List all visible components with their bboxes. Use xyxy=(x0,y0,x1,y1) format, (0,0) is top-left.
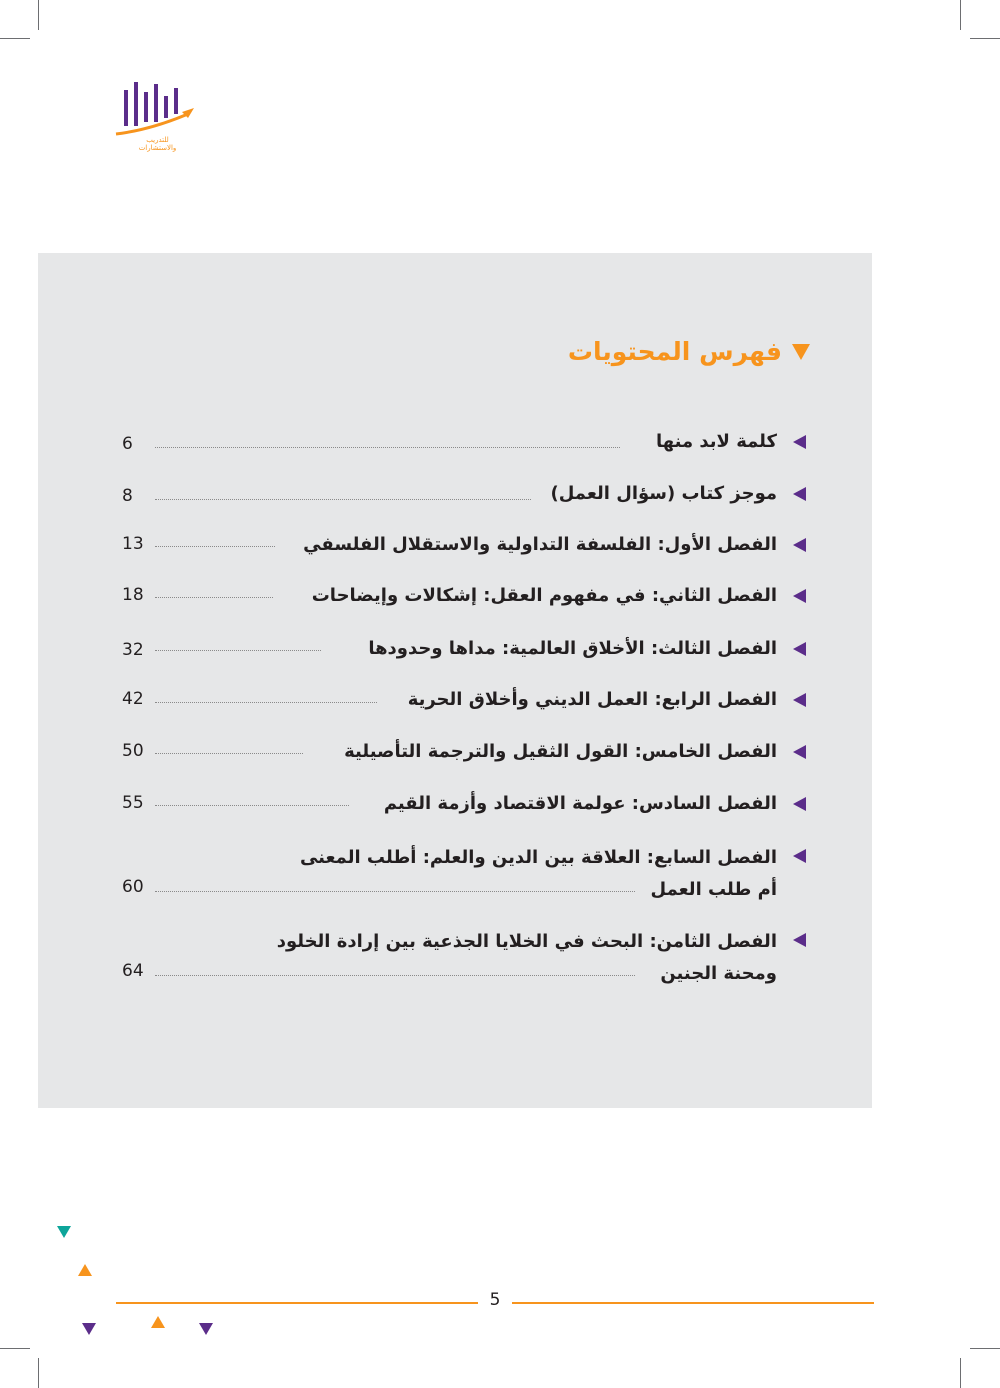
toc-entry-title: الفصل السادس: عولمة الاقتصاد وأزمة القيم xyxy=(383,793,777,814)
crop-mark xyxy=(960,1358,961,1388)
leader-dots xyxy=(155,975,635,976)
toc-entry-page: 6 xyxy=(122,434,133,454)
footer-rule xyxy=(512,1302,874,1304)
triangle-left-icon xyxy=(793,538,806,552)
toc-entry-page: 60 xyxy=(122,877,144,897)
logo-subtitle xyxy=(110,136,205,152)
triangle-up-icon xyxy=(78,1264,92,1276)
triangle-down-icon xyxy=(57,1226,71,1238)
leader-dots xyxy=(155,753,303,754)
publisher-logo xyxy=(110,78,205,168)
triangle-left-icon xyxy=(793,933,806,947)
logo-mark-icon xyxy=(110,78,205,138)
triangle-left-icon xyxy=(793,849,806,863)
toc-entry-title: كلمة لابد منها xyxy=(655,431,777,452)
crop-mark xyxy=(38,0,39,30)
toc-list xyxy=(38,253,872,1108)
toc-entry-page: 18 xyxy=(122,585,144,605)
toc-entry-page: 42 xyxy=(122,689,144,709)
toc-entry-title: أم طلب العمل xyxy=(650,879,777,900)
logo-subtitle-line: والاستشارات xyxy=(138,144,177,152)
triangle-left-icon xyxy=(793,435,806,449)
leader-dots xyxy=(155,447,620,448)
toc-entry-page: 32 xyxy=(122,640,144,660)
toc-entry-page: 64 xyxy=(122,961,144,981)
crop-mark xyxy=(970,38,1000,39)
leader-dots xyxy=(155,702,377,703)
toc-entry-title: ومحنة الجنين xyxy=(660,963,777,984)
toc-entry-title: الفصل الثامن: البحث في الخلايا الجذعية بين إرادة الخلود xyxy=(276,931,777,952)
footer-rule xyxy=(116,1302,478,1304)
triangle-down-icon xyxy=(82,1323,96,1335)
triangle-left-icon xyxy=(793,797,806,811)
crop-mark xyxy=(38,1358,39,1388)
triangle-left-icon xyxy=(793,745,806,759)
triangle-left-icon xyxy=(793,589,806,603)
leader-dots xyxy=(155,499,531,500)
toc-panel xyxy=(38,253,872,1108)
toc-entry-page: 50 xyxy=(122,741,144,761)
triangle-left-icon xyxy=(793,642,806,656)
toc-entry-page: 13 xyxy=(122,534,144,554)
page-number: 5 xyxy=(489,1290,501,1310)
toc-entry-page: 8 xyxy=(122,486,133,506)
crop-mark xyxy=(970,1348,1000,1349)
leader-dots xyxy=(155,650,321,651)
toc-title: فهرس المحتويات xyxy=(567,337,782,366)
triangle-left-icon xyxy=(793,487,806,501)
crop-mark xyxy=(0,1348,30,1349)
toc-entry-title: الفصل الثالث: الأخلاق العالمية: مداها وحدودها xyxy=(368,638,777,659)
toc-entry-title: موجز كتاب (سؤال العمل) xyxy=(550,483,777,504)
logo-subtitle-line: للتدريب xyxy=(146,136,169,144)
toc-entry-title: الفصل السابع: العلاقة بين الدين والعلم: أطلب المعنى xyxy=(299,847,777,868)
leader-dots xyxy=(155,597,273,598)
leader-dots xyxy=(155,891,635,892)
leader-dots xyxy=(155,546,275,547)
triangle-left-icon xyxy=(793,693,806,707)
triangle-up-icon xyxy=(151,1316,165,1328)
leader-dots xyxy=(155,805,349,806)
triangle-down-icon xyxy=(199,1323,213,1335)
toc-entry-title: الفصل الثاني: في مفهوم العقل: إشكالات وإيضاحات xyxy=(311,585,777,606)
toc-entry-title: الفصل الخامس: القول الثقيل والترجمة التأصيلية xyxy=(344,741,777,762)
toc-entry-title: الفصل الأول: الفلسفة التداولية والاستقلال الفلسفي xyxy=(303,534,777,555)
crop-mark xyxy=(960,0,961,30)
toc-entry-page: 55 xyxy=(122,793,144,813)
crop-mark xyxy=(0,38,30,39)
toc-entry-title: الفصل الرابع: العمل الديني وأخلاق الحرية xyxy=(407,689,777,710)
